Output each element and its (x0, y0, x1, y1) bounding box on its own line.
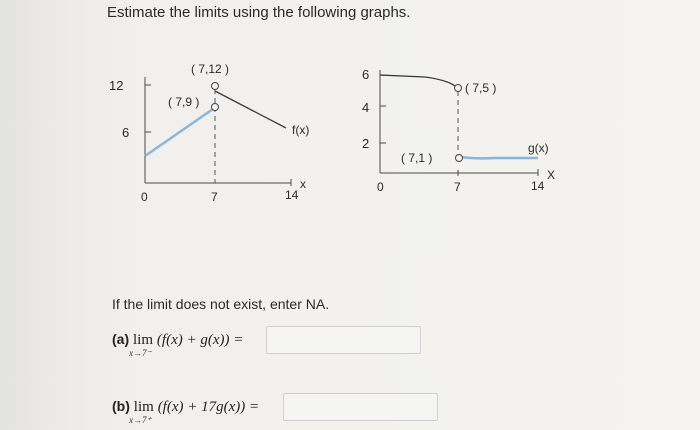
graph-g-open-point-lower (456, 155, 463, 162)
graph-f-point-label-upper: ( 7,12 ) (191, 62, 230, 76)
graph-g-function-label: g(x) (528, 141, 549, 155)
question-b-expression: (f(x) + 17g(x)) = (157, 399, 260, 415)
question-a-subscript: x→7⁻ (129, 348, 152, 358)
question-a-lim: lim (133, 332, 154, 348)
graph-g-xtick-7: 7 (454, 180, 461, 194)
na-instruction: If the limit does not exist, enter NA. (112, 296, 330, 312)
graph-f-xtick-14: 14 (285, 188, 299, 202)
graph-f-open-point-lower (212, 104, 219, 111)
graph-g-ytick-2: 2 (362, 136, 370, 151)
answer-a-input[interactable] (266, 326, 421, 354)
graph-f-function-label: f(x) (292, 123, 310, 137)
graph-g-x-axis-label: X (547, 168, 556, 182)
question-a-label: (a) (112, 331, 130, 347)
question-b (112, 398, 260, 425)
graph-g-xtick-14: 14 (531, 179, 545, 193)
graph-f-x-axis-label: x (300, 177, 306, 191)
question-b-label: (b) (112, 398, 130, 414)
graph-g-right-branch (461, 157, 538, 158)
question-b-lim: lim (133, 399, 154, 415)
answer-b-input[interactable] (283, 393, 438, 421)
graph-f-ytick-12: 12 (109, 78, 124, 93)
graph-f-xtick-0: 0 (141, 190, 148, 204)
graph-g-left-branch (380, 75, 455, 86)
graph-g-point-label-upper: ( 7,5 ) (465, 81, 497, 95)
graph-g (355, 55, 575, 215)
question-b-subscript: x→7⁺ (129, 415, 152, 425)
graph-f (105, 55, 335, 215)
graph-g-xtick-0: 0 (377, 180, 384, 194)
question-prompt: Estimate the limits using the following graphs. (107, 4, 411, 21)
graph-f-right-branch (215, 91, 286, 128)
question-a-expression: (f(x) + g(x)) = (156, 332, 244, 348)
graph-g-point-label-lower: ( 7,1 ) (401, 151, 433, 165)
graph-f-point-label-lower: ( 7,9 ) (168, 95, 200, 109)
graph-g-ytick-6: 6 (362, 67, 370, 82)
graph-g-ytick-4: 4 (362, 100, 370, 115)
graph-f-xtick-7: 7 (211, 190, 218, 204)
graph-f-open-point-upper (212, 83, 219, 90)
graph-f-ytick-6: 6 (122, 125, 130, 140)
graph-f-left-branch (145, 109, 213, 156)
graph-g-open-point-upper (455, 85, 462, 92)
question-a (112, 331, 244, 358)
